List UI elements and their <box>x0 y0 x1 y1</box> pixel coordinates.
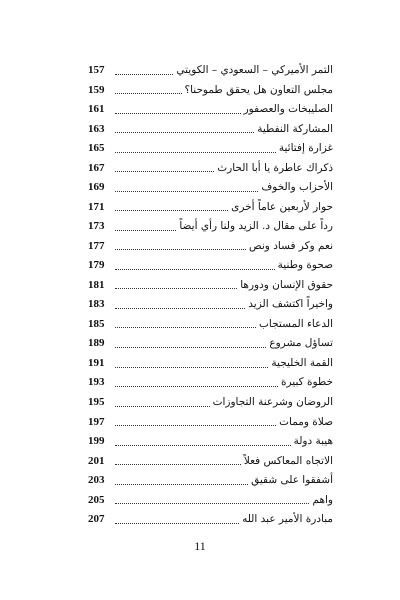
dot-leader <box>115 484 248 485</box>
toc-entry-page: 173 <box>88 220 105 233</box>
toc-entry <box>88 374 333 394</box>
toc-entry-page: 159 <box>88 83 105 96</box>
toc-entry-page: 197 <box>88 415 105 428</box>
toc-entry-title: خطوة كبيرة <box>281 376 333 389</box>
toc-entry <box>88 178 333 198</box>
dot-leader <box>115 113 241 114</box>
toc-entry-page: 167 <box>88 161 105 174</box>
toc-entry-page: 195 <box>88 396 105 409</box>
toc-entry <box>88 452 333 472</box>
toc-entry <box>88 295 333 315</box>
dot-leader <box>115 503 309 504</box>
toc-entry <box>88 139 333 159</box>
toc-entry-title: أشفقوا على شقيق <box>251 474 333 487</box>
toc-entry-page: 201 <box>88 454 105 467</box>
dot-leader <box>115 93 182 94</box>
toc-entry-title: التمر الأميركي – السعودي – الكويتي <box>176 63 333 76</box>
toc-entry-title: مبادرة الأمير عبد الله <box>242 513 333 526</box>
toc-entry-page: 181 <box>88 278 105 291</box>
toc-entry <box>88 276 333 296</box>
toc-entry <box>88 159 333 179</box>
toc-entry-page: 183 <box>88 298 105 311</box>
toc-entry <box>88 510 333 530</box>
dot-leader <box>115 152 276 153</box>
toc-entry <box>88 120 333 140</box>
toc-entry-title: الروضان وشرعنة التجاوزات <box>212 396 333 409</box>
toc-entry-title: صلاة وممات <box>279 415 333 428</box>
dot-leader <box>115 464 241 465</box>
toc-entry-title: واخيراً اكتشف الزيد <box>248 298 333 311</box>
toc-entry-title: واهم <box>312 493 333 506</box>
dot-leader <box>115 74 173 75</box>
toc-entry <box>88 61 333 81</box>
table-of-contents <box>88 61 333 530</box>
dot-leader <box>115 230 176 231</box>
dot-leader <box>115 347 266 348</box>
toc-entry-page: 193 <box>88 376 105 389</box>
dot-leader <box>115 269 275 270</box>
toc-entry <box>88 491 333 511</box>
toc-entry <box>88 334 333 354</box>
toc-entry <box>88 100 333 120</box>
toc-entry-page: 179 <box>88 259 105 272</box>
dot-leader <box>115 425 276 426</box>
toc-entry-page: 205 <box>88 493 105 506</box>
toc-entry-title: هيبة دولة <box>293 435 333 448</box>
dot-leader <box>115 171 214 172</box>
toc-entry-title: تساؤل مشروع <box>269 337 333 350</box>
toc-entry-title: المشاركة النفطية <box>257 122 333 135</box>
dot-leader <box>115 367 268 368</box>
toc-entry-page: 203 <box>88 474 105 487</box>
dot-leader <box>115 386 278 387</box>
toc-entry <box>88 256 333 276</box>
toc-entry <box>88 413 333 433</box>
toc-entry-title: حوار لأربعين عاماً أخرى <box>231 200 333 213</box>
dot-leader <box>115 406 210 407</box>
toc-entry-title: القمة الخليجية <box>271 356 333 369</box>
dot-leader <box>115 445 291 446</box>
toc-entry <box>88 432 333 452</box>
toc-entry-page: 189 <box>88 337 105 350</box>
page-number: 11 <box>194 539 206 553</box>
dot-leader <box>115 523 239 524</box>
dot-leader <box>115 191 258 192</box>
toc-entry <box>88 315 333 335</box>
toc-entry-title: الصليبخات والعصفور <box>243 103 333 116</box>
toc-entry-page: 191 <box>88 356 105 369</box>
dot-leader <box>115 132 254 133</box>
toc-entry <box>88 81 333 101</box>
toc-entry <box>88 471 333 491</box>
toc-entry-page: 207 <box>88 513 105 526</box>
dot-leader <box>115 249 246 250</box>
toc-entry-title: غزارة إفتائية <box>278 142 333 155</box>
toc-entry-page: 157 <box>88 63 105 76</box>
dot-leader <box>115 327 256 328</box>
toc-entry <box>88 237 333 257</box>
toc-entry-page: 199 <box>88 435 105 448</box>
toc-entry-title: حقوق الإنسان ودورها <box>240 278 333 291</box>
toc-entry-page: 163 <box>88 122 105 135</box>
toc-entry <box>88 198 333 218</box>
toc-entry-page: 185 <box>88 317 105 330</box>
toc-entry-title: رداً على مقال د. الزيد ولنا رأي أيضاً <box>179 220 333 233</box>
toc-entry-title: الأحزاب والخوف <box>261 181 333 194</box>
toc-entry-title: الدعاء المستجاب <box>259 317 333 330</box>
toc-entry-title: ذكراك عاطرة يا أبا الحارث <box>217 161 333 174</box>
toc-entry-page: 165 <box>88 142 105 155</box>
toc-entry-title: الاتجاه المعاكس فعلاً <box>243 454 333 467</box>
toc-entry-page: 161 <box>88 103 105 116</box>
toc-entry-page: 169 <box>88 181 105 194</box>
toc-entry <box>88 393 333 413</box>
toc-entry-title: صحوة وطنية <box>277 259 333 272</box>
toc-entry-page: 177 <box>88 239 105 252</box>
toc-entry-title: نعم وكر فساد ونص <box>249 239 333 252</box>
toc-entry-title: مجلس التعاون هل يحقق طموحنا؟ <box>184 83 333 96</box>
toc-entry <box>88 354 333 374</box>
toc-entry-page: 171 <box>88 200 105 213</box>
toc-entry <box>88 217 333 237</box>
dot-leader <box>115 308 245 309</box>
dot-leader <box>115 210 228 211</box>
dot-leader <box>115 288 237 289</box>
